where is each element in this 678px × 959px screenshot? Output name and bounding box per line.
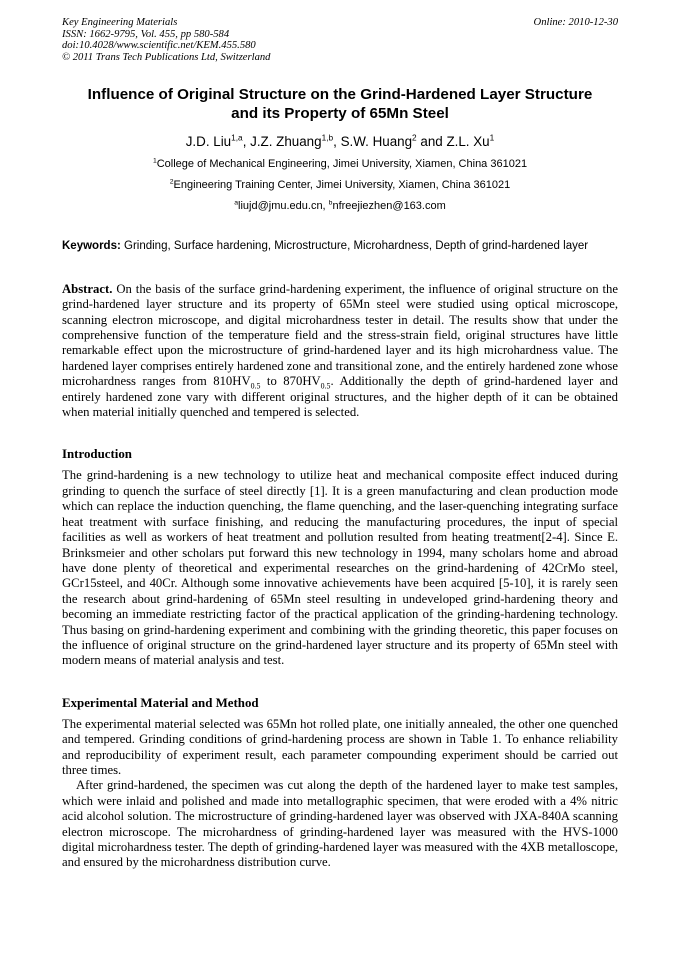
journal-doi-line: doi:10.4028/www.scientific.net/KEM.455.580 <box>62 40 256 52</box>
affiliation-1: $^1$College of Mechanical Engineering, Jimei University, Xiamen, China 361021 <box>152 157 528 170</box>
journal-header <box>62 17 618 64</box>
experimental-paragraph-1: The experimental material selected was 65Mn hot rolled plate, one initially annealed, the other one quenched and tempered. Grinding conditions of grind-hardening process are shown in Table 1. To enhance reliability and reproducibility of experiment result, each parameter compounding experiment should be carried out three times. <box>62 716 618 777</box>
experimental-paragraph-2: After grind-hardened, the specimen was cut along the depth of the hardened layer to make test samples, which were inlaid and polished and made into metallographic specimen, that were eroded with a 4% nitric acid alcohol solution. The microstructure of grinding-hardened layer was observed with JXA-840A scanning electron microscope. The microhardness of grinding-hardened layer was measured with the HVS-1000 digital microhardness tester. The depth of grinding-hardened layer was measured with the 4XB metalloscope, and ensured by the microhardness distribution curve. <box>62 778 618 870</box>
journal-name: Key Engineering Materials <box>62 17 178 28</box>
author-emails: $^a$liujd@jmu.edu.cn, $^b$nfreejiezhen@163.com <box>234 199 446 212</box>
introduction-paragraph: The grind-hardening is a new technology to utilize heat and mechanical composite effect induced during grinding to quench the surface of steel directly [1]. It is a green manufacturing and clean production mode which can replace the induction quenching, the flame quenching, and the laser-quenching integrating surface heat treatment with surface finishing, and reducing the manufacturing procedures, the input of special facilities as well as workers of heat treatment and pollution resulted from heating treatment[2-4]. Since E. Brinksmeier and other scholars put forward this new technology in 1994, many scholars home and abroad have done plenty of theoretical and experimental researches on the grind-hardening of 42CrMo steel, GCr15steel, and 40Cr. Although some innovative achievements have been acquired [5-10], it is rarely seen the research about grind-hardening of 65Mn steel resulting in undeveloped grind-hardening theory and becoming an immediate restricting factor of the practical application of the grinding-hardening technology. Thus basing on grind-hardening experiment and combining with the grinding theoretic, this paper focuses on the influence of original structure on the grind-hardened layer structure and its property of 65Mn steel with modern means of material analysis and test. <box>62 468 618 668</box>
journal-copyright-line: © 2011 Trans Tech Publications Ltd, Switzerland <box>62 52 271 64</box>
abstract-text: On the basis of the surface grind-hardening experiment, the influence of original structure on the grind-hardened layer structure and its property of 65Mn steel were studied using optical microscope, scanning electron microscope, and digital microhardness tester in detail. The results show that under the comprehensive function of the temperature field and the stress-strain field, original structures have little remarkable effect upon the microstructure of grind-hardened layer and its high microhardness value. The hardened layer comprises entirely hardened zone and transitional zone, and the entirely hardened zone whose microhardness ranges from $810HV_{0.5}$ to $870HV_{0.5}$. Additionally the depth of grind-hardened layer and entirely hardened zone vary with different original structures, and the higher depth of it can be obtained when material initially quenched and tempered is selected. <box>62 281 618 420</box>
section-heading-introduction: Introduction <box>62 447 132 462</box>
online-date: Online: 2010-12-30 <box>533 17 618 28</box>
abstract-label: Abstract. <box>62 281 113 296</box>
keywords-label: Keywords: <box>62 239 121 252</box>
affiliation-2: $^2$Engineering Training Center, Jimei University, Xiamen, China 361021 <box>169 178 511 191</box>
keywords-block <box>62 239 618 254</box>
paper-title <box>62 85 618 123</box>
journal-issn-line: ISSN: 1662-9795, Vol. 455, pp 580-584 <box>62 28 230 40</box>
keywords-text: Grinding, Surface hardening, Microstructure, Microhardness, Depth of grind-hardened layer <box>124 239 589 252</box>
abstract-block <box>62 282 618 421</box>
paper-title-line1: Influence of Original Structure on the Grind-Hardened Layer Structure <box>87 85 593 103</box>
paper-title-line2: and its Property of 65Mn Steel <box>231 104 449 122</box>
authors-line: J.D. Liu$^{1,a}$, J.Z. Zhuang$^{1,b}$, S.W. Huang$^2$ and Z.L. Xu$^1$ <box>185 132 495 149</box>
section-heading-experimental: Experimental Material and Method <box>62 695 259 710</box>
